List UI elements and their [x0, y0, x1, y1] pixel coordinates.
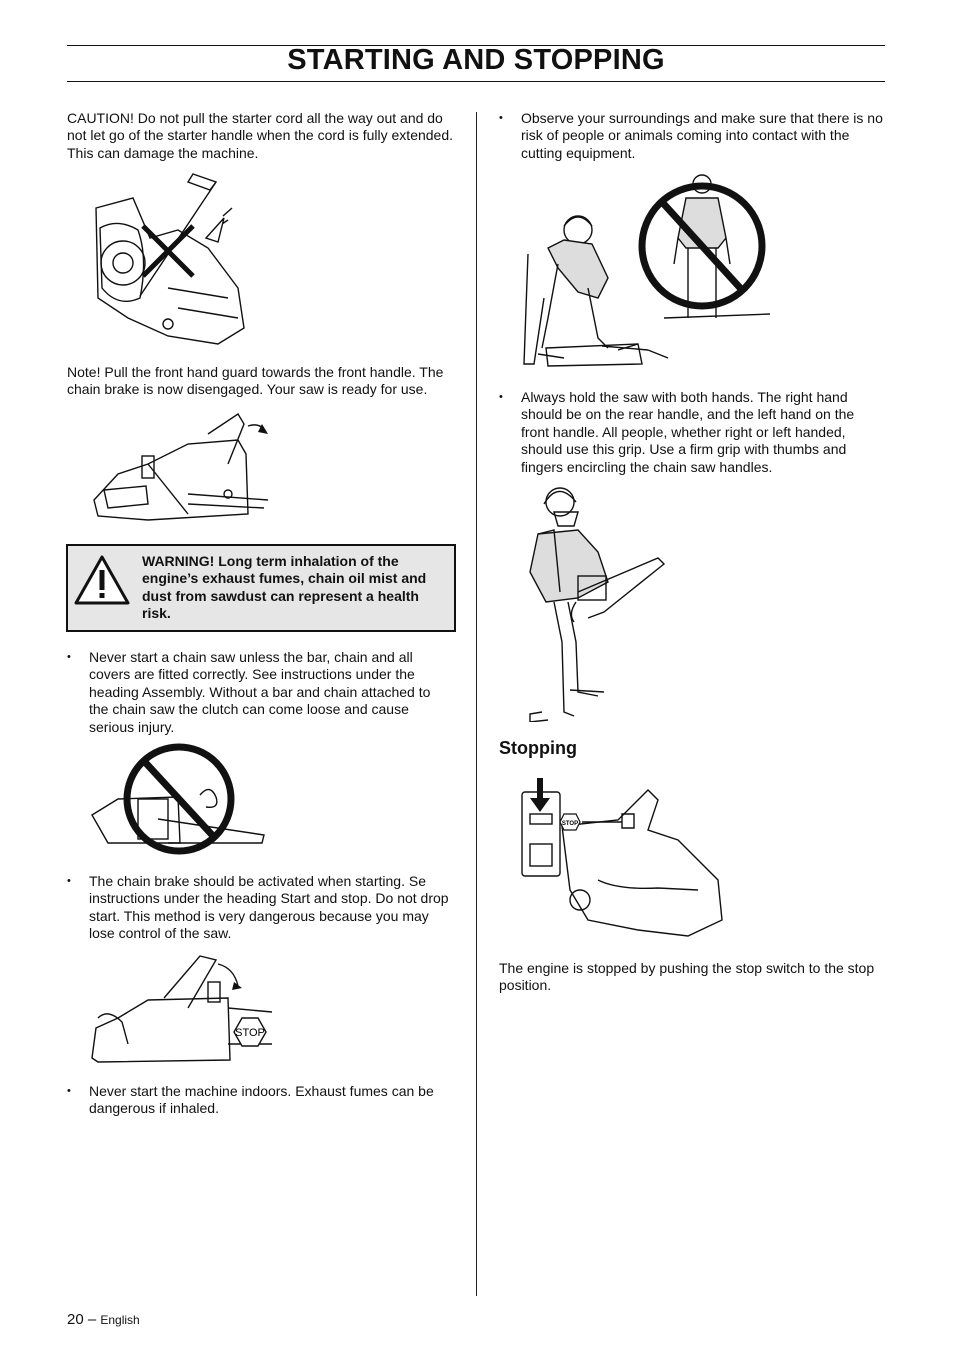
chain-brake-activated-illustration [88, 948, 276, 1066]
bullet-dot: • [499, 391, 503, 403]
bullet-dot: • [67, 1085, 71, 1097]
note-text: Note! Pull the front hand guard towards the front handle. The chain brake is now disengaged. Your saw is ready for use. [67, 364, 444, 398]
list-item-text: Never start a chain saw unless the bar, chain and all covers are fitted correctly. See instructions under the heading Assembly. Without a bar and chain attached to the chain saw the clutch can come loose and cause serious injury. [89, 649, 431, 735]
chain-brake-illustration [88, 404, 274, 524]
list-item-text: Never start the machine indoors. Exhaust fumes can be dangerous if inhaled. [89, 1083, 434, 1117]
warning-text: WARNING! Long term inhalation of the engine’s exhaust fumes, chain oil mist and dust from sawdust can represent a health risk. [142, 553, 427, 622]
two-hand-grip-illustration [518, 482, 666, 722]
footer-language: English [100, 1313, 140, 1327]
no-start-without-bar-illustration [88, 743, 268, 857]
page-footer [67, 1311, 140, 1328]
warning-triangle-icon [73, 554, 131, 611]
warning-box [66, 544, 456, 632]
stopping-heading: Stopping [499, 738, 577, 758]
list-item-text: Observe your surroundings and make sure that there is no risk of people or animals coming into contact with the cutting equipment. [521, 110, 883, 161]
list-item-text: Always hold the saw with both hands. The right hand should be on the rear handle, and the left hand on the front handle. All people, whether right or left handed, should use this grip. Use a firm grip with thumbs and fingers encircling the chain saw handles. [521, 389, 855, 475]
header-rule-bottom [67, 81, 885, 82]
stop-switch-illustration [518, 770, 728, 940]
stopping-text: The engine is stopped by pushing the stop switch to the stop position. [499, 960, 875, 994]
bullet-dot: • [67, 651, 71, 663]
column-divider [476, 112, 477, 1296]
bullet-dot: • [67, 875, 71, 887]
caution-text: CAUTION! Do not pull the starter cord all the way out and do not let go of the starter handle when the cord is fully extended. This can damage the machine. [67, 110, 454, 161]
stop-switch-label: STOP [561, 821, 579, 827]
stop-sign-label: STOP [235, 1027, 265, 1039]
surroundings-illustration [518, 168, 770, 372]
page-title: STARTING AND STOPPING [287, 44, 665, 76]
starter-cord-illustration [88, 168, 250, 348]
list-item-text: The chain brake should be activated when starting. Se instructions under the heading Start and stop. Do not drop start. This method is very dangerous because you may lose control of the saw. [89, 873, 449, 942]
footer-separator: – [87, 1311, 97, 1328]
page-number: 20 [67, 1311, 84, 1328]
bullet-dot: • [499, 112, 503, 124]
